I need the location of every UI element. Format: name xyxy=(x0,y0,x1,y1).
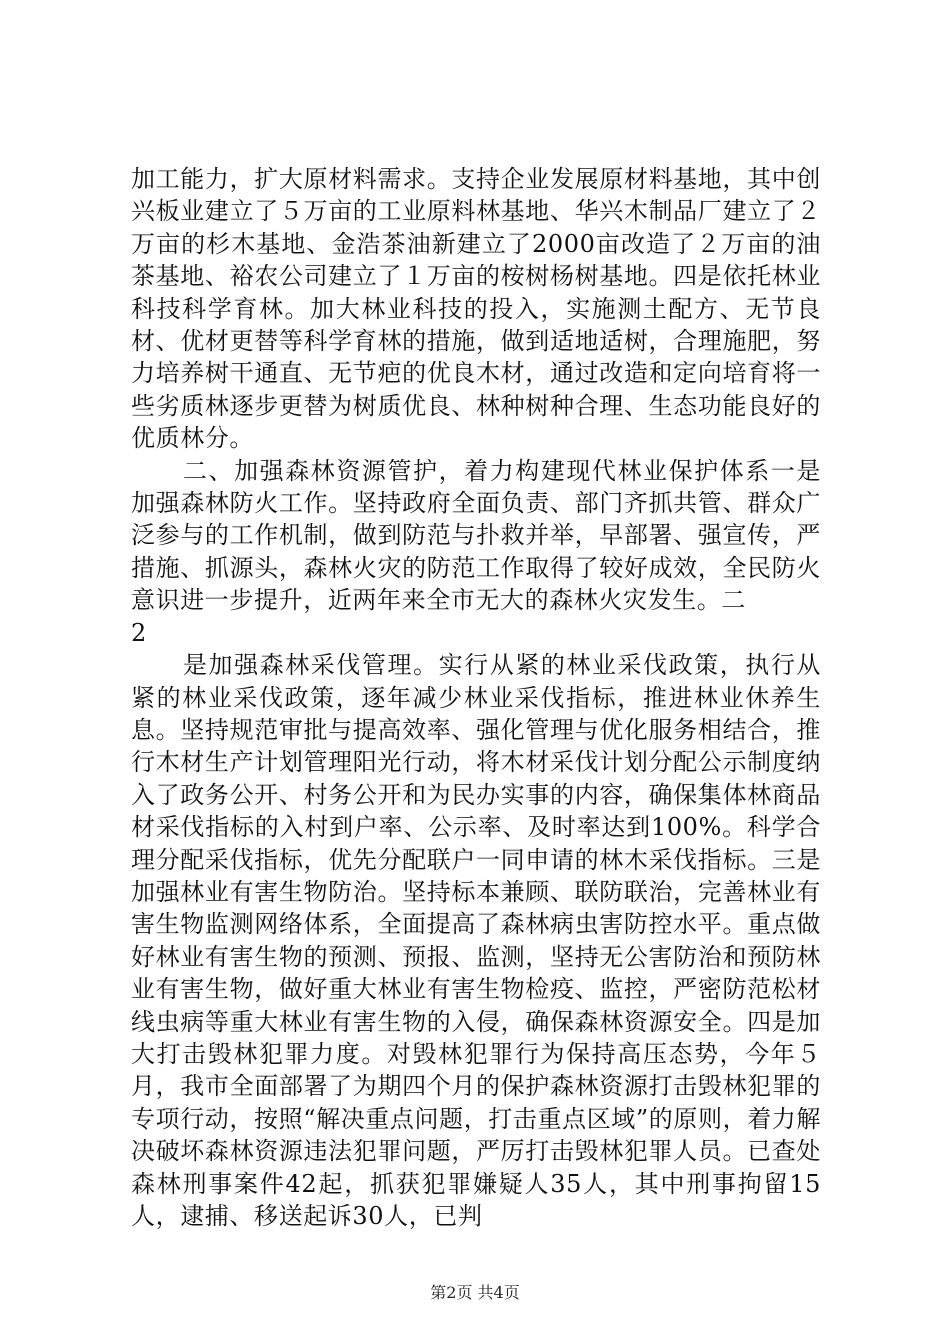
paragraph-1: 加工能力，扩大原材料需求。支持企业发展原材料基地，其中创兴板业建立了５万亩的工业原料林基地、华兴木制品厂建立了２万亩的杉木基地、金浩茶油新建立了2000亩改造了２万亩的油茶基地、裕农公司建立了１万亩的桉树杨树基地。四是依托林业科技科学育林。加大林业科技的投入，实施测土配方、无节良材、优材更替等科学育林的措施，做到适地适树，合理施肥，努力培养树干通直、无节疤的优良木材，通过改造和定向培育将一些劣质林逐步更替为树质优良、林种树种合理、生态功能良好的优质林分。 xyxy=(131,165,821,453)
paragraph-4: 是加强森林采伐管理。实行从紧的林业采伐政策，执行从紧的林业采伐政策，逐年减少林业采伐指标，推进林业休养生息。坚持规范审批与提高效率、强化管理与优化服务相结合，推行木材生产计划管理阳光行动，将木材采伐计划分配公示制度纳入了政务公开、村务公开和为民办实事的内容，确保集体林商品材采伐指标的入村到户率、公示率、及时率达到100%。科学合理分配采伐指标，优先分配联户一同申请的林木采伐指标。三是加强林业有害生物防治。坚持标本兼顾、联防联治，完善林业有害生物监测网络体系，全面提高了森林病虫害防控水平。重点做好林业有害生物的预测、预报、监测，坚持无公害防治和预防林业有害生物，做好重大林业有害生物检疫、监控，严密防范松材线虫病等重大林业有害生物的入侵，确保森林资源安全。四是加大打击毁林犯罪力度。对毁林犯罪行为保持高压态势，今年５月，我市全面部署了为期四个月的保护森林资源打击毁林犯罪的专项行动，按照“解决重点问题，打击重点区域”的原则，着力解决破坏森林资源违法犯罪问题，严厉打击毁林犯罪人员。已查处森林刑事案件42起，抓获犯罪嫌疑人35人，其中刑事拘留15人，逮捕、移送起诉30人，已判 xyxy=(131,651,821,1230)
paragraph-3: 2 xyxy=(131,618,147,647)
page-footer: 第2页 共4页 xyxy=(430,1283,520,1302)
document-body xyxy=(131,163,821,1232)
paragraph-2: 二、加强森林资源管护，着力构建现代林业保护体系一是加强森林防火工作。坚持政府全面负责、部门齐抓共管、群众广泛参与的工作机制，做到防范与扑救并举，早部署、强宣传，严措施、抓源头，森林火灾的防范工作取得了较好成效，全民防火意识进一步提升，近两年来全市无大的森林火灾发生。二 xyxy=(131,456,821,615)
